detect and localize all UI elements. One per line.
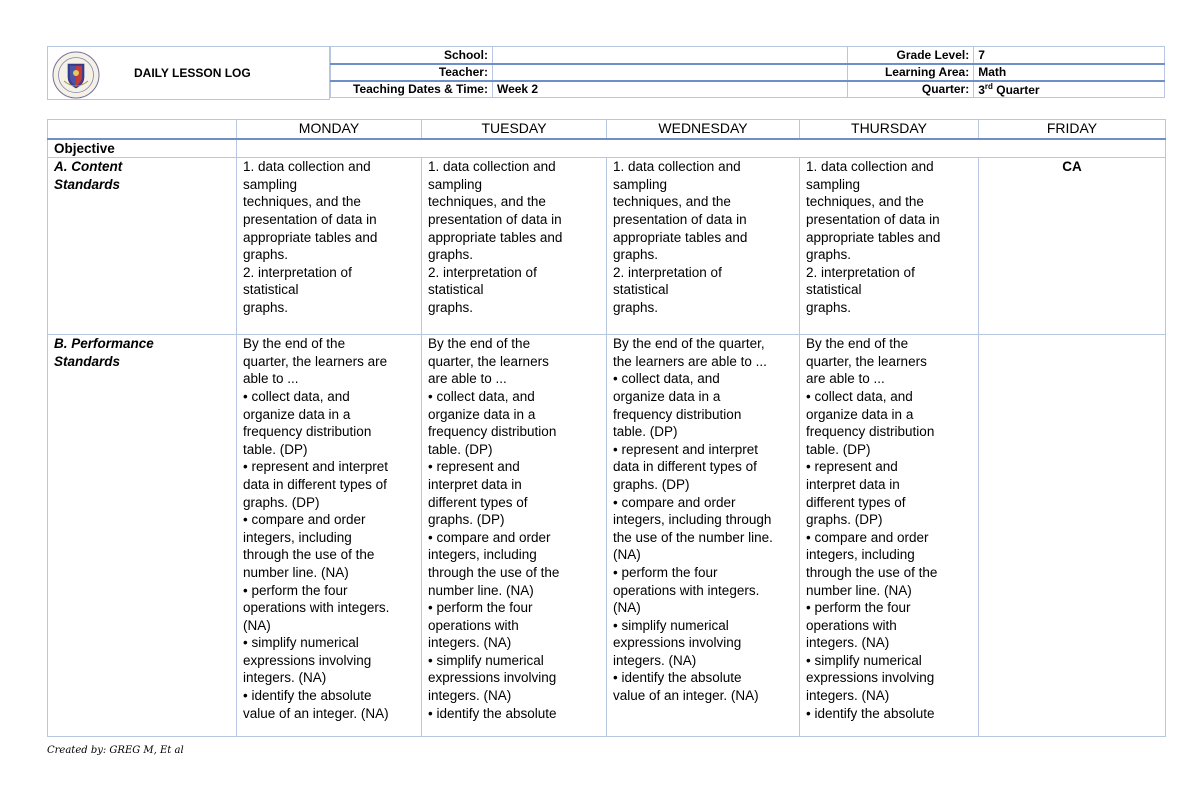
cell-text-line: sampling xyxy=(613,176,668,192)
cell-text-line: • identify the absolute xyxy=(613,670,742,686)
cell-text-line: integers. (NA) xyxy=(806,635,890,651)
cell-text-line: value of an integer. (NA) xyxy=(613,688,759,704)
cell-text-line: 1. data collection and xyxy=(806,159,934,175)
cell-text-line: 1. data collection and xyxy=(243,159,371,175)
cell-text-line: quarter, the learners xyxy=(806,353,927,369)
cell-text-line: graphs. (DP) xyxy=(613,476,690,492)
content-cell-monday[interactable] xyxy=(237,158,422,335)
cell-text-line: (NA) xyxy=(613,547,641,563)
cell-text-line: techniques, and the xyxy=(243,194,361,210)
cell-text-line: organize data in a xyxy=(613,388,721,404)
grade-level-field[interactable]: 7 xyxy=(974,47,1165,64)
performance-label-line: B. Performance xyxy=(54,336,154,352)
content-cell-wednesday[interactable] xyxy=(607,158,800,335)
cell-text-line: appropriate tables and xyxy=(243,229,378,245)
performance-standards-label xyxy=(48,335,237,737)
cell-text-line: number line. (NA) xyxy=(806,582,912,598)
cell-text-line: integers. (NA) xyxy=(613,652,697,668)
cell-text-line: operations with integers. xyxy=(613,582,760,598)
cell-text-line: number line. (NA) xyxy=(243,564,349,580)
corner-cell xyxy=(48,120,237,139)
cell-text-line: graphs. xyxy=(806,299,852,315)
objective-span-cell xyxy=(237,139,1166,158)
cell-text-line: techniques, and the xyxy=(613,194,731,210)
cell-text-line: integers, including xyxy=(428,547,537,563)
quarter-word: Quarter xyxy=(992,82,1040,97)
dll-header xyxy=(47,46,1165,100)
cell-text-line: statistical xyxy=(243,282,299,298)
cell-text-line: • collect data, and xyxy=(613,371,720,387)
cell-text-line: through the use of the xyxy=(243,547,375,563)
cell-text-line: graphs. xyxy=(806,247,852,263)
quarter-number: 3 xyxy=(978,82,985,97)
cell-text-line: By the end of the xyxy=(806,336,909,352)
cell-text-line: (NA) xyxy=(613,600,641,616)
cell-text-line: frequency distribution xyxy=(428,424,557,440)
cell-text-line: statistical xyxy=(428,282,484,298)
performance-cell-thursday[interactable] xyxy=(800,335,979,737)
content-standards-label xyxy=(48,158,237,335)
cell-text-line: through the use of the xyxy=(428,564,560,580)
cell-text-line: graphs. xyxy=(243,299,289,315)
cell-text-line: through the use of the xyxy=(806,564,938,580)
cell-text-line: (NA) xyxy=(243,617,271,633)
content-cell-tuesday[interactable] xyxy=(422,158,607,335)
cell-text-line: table. (DP) xyxy=(428,441,493,457)
cell-text-line: • compare and order xyxy=(613,494,736,510)
cell-text-line: presentation of data in xyxy=(613,211,747,227)
cell-text-line: • simplify numerical xyxy=(243,635,359,651)
cell-text-line: By the end of the xyxy=(243,336,346,352)
content-cell-thursday[interactable] xyxy=(800,158,979,335)
quarter-field[interactable] xyxy=(974,81,1165,98)
cell-text-line: expressions involving xyxy=(613,635,742,651)
cell-text-line: 1. data collection and xyxy=(613,159,741,175)
cell-text-line: • represent and xyxy=(428,459,520,475)
cell-text-line: 1. data collection and xyxy=(428,159,556,175)
day-header-tuesday: TUESDAY xyxy=(422,120,607,139)
teaching-dates-field[interactable]: Week 2 xyxy=(492,81,847,98)
cell-text-line: quarter, the learners are xyxy=(243,353,388,369)
cell-text-line: statistical xyxy=(613,282,669,298)
cell-text-line: frequency distribution xyxy=(243,424,372,440)
cell-text-line: • perform the four xyxy=(613,564,718,580)
cell-text-line: • simplify numerical xyxy=(806,652,922,668)
cell-text-line: 2. interpretation of xyxy=(428,264,537,280)
cell-text-line: number line. (NA) xyxy=(428,582,534,598)
performance-cell-friday[interactable] xyxy=(979,335,1166,737)
day-header-wednesday: WEDNESDAY xyxy=(607,120,800,139)
cell-text-line: table. (DP) xyxy=(613,424,678,440)
cell-text-line: different types of xyxy=(428,494,528,510)
cell-text-line: graphs. (DP) xyxy=(243,494,320,510)
cell-text-line: • compare and order xyxy=(428,529,551,545)
learning-area-label: Learning Area: xyxy=(848,64,974,81)
grade-level-label: Grade Level: xyxy=(848,47,974,64)
content-cell-friday[interactable]: CA xyxy=(979,158,1166,335)
cell-text-line: By the end of the xyxy=(428,336,531,352)
cell-text-line: presentation of data in xyxy=(243,211,377,227)
cell-text-line: graphs. xyxy=(243,247,289,263)
cell-text-line: are able to ... xyxy=(428,371,507,387)
teacher-label: Teacher: xyxy=(331,64,493,81)
quarter-label: Quarter: xyxy=(848,81,974,98)
cell-text-line: • identify the absolute xyxy=(428,705,557,721)
content-label-line: Standards xyxy=(54,176,121,192)
quarter-suffix: rd xyxy=(984,81,993,91)
cell-text-line: organize data in a xyxy=(806,406,914,422)
cell-text-line: integers, including xyxy=(806,547,915,563)
teacher-field[interactable] xyxy=(492,64,847,81)
cell-text-line: • perform the four xyxy=(243,582,348,598)
logo-box xyxy=(47,46,330,100)
school-field[interactable] xyxy=(492,47,847,64)
performance-standards-row xyxy=(48,335,1166,737)
cell-text-line: data in different types of xyxy=(613,459,757,475)
cell-text-line: operations with xyxy=(806,617,897,633)
cell-text-line: presentation of data in xyxy=(428,211,562,227)
cell-text-line: quarter, the learners xyxy=(428,353,549,369)
cell-text-line: table. (DP) xyxy=(806,441,871,457)
cell-text-line: data in different types of xyxy=(243,476,387,492)
cell-text-line: sampling xyxy=(243,176,298,192)
objective-row xyxy=(48,139,1166,158)
day-header-monday: MONDAY xyxy=(237,120,422,139)
cell-text-line: operations with xyxy=(428,617,519,633)
cell-text-line: organize data in a xyxy=(428,406,536,422)
day-header-friday: FRIDAY xyxy=(979,120,1166,139)
deped-seal-icon xyxy=(52,51,100,99)
cell-text-line: frequency distribution xyxy=(613,406,742,422)
cell-text-line: • collect data, and xyxy=(428,388,535,404)
cell-text-line: table. (DP) xyxy=(243,441,308,457)
cell-text-line: value of an integer. (NA) xyxy=(243,705,389,721)
footer-credit: Created by: GREG M, Et al xyxy=(47,745,184,756)
lesson-plan-table xyxy=(47,119,1166,737)
cell-text-line: operations with integers. xyxy=(243,600,390,616)
cell-text-line: graphs. (DP) xyxy=(428,512,505,528)
cell-text-line: appropriate tables and xyxy=(613,229,748,245)
header-info-table xyxy=(330,46,1165,98)
cell-text-line: appropriate tables and xyxy=(806,229,941,245)
cell-text-line: appropriate tables and xyxy=(428,229,563,245)
cell-text-line: 2. interpretation of xyxy=(613,264,722,280)
cell-text-line: graphs. xyxy=(428,299,474,315)
school-label: School: xyxy=(331,47,493,64)
performance-cell-wednesday[interactable] xyxy=(607,335,800,737)
cell-text-line: • represent and interpret xyxy=(243,459,389,475)
day-header-thursday: THURSDAY xyxy=(800,120,979,139)
cell-text-line: interpret data in xyxy=(806,476,900,492)
cell-text-line: 2. interpretation of xyxy=(243,264,352,280)
cell-text-line: • represent and xyxy=(806,459,898,475)
cell-text-line: integers, including through xyxy=(613,512,772,528)
cell-text-line: • identify the absolute xyxy=(243,688,372,704)
cell-text-line: different types of xyxy=(806,494,906,510)
cell-text-line: integers. (NA) xyxy=(428,688,512,704)
teaching-dates-label: Teaching Dates & Time: xyxy=(331,81,493,98)
cell-text-line: techniques, and the xyxy=(428,194,546,210)
cell-text-line: integers. (NA) xyxy=(806,688,890,704)
cell-text-line: By the end of the quarter, xyxy=(613,336,765,352)
cell-text-line: interpret data in xyxy=(428,476,522,492)
cell-text-line: integers, including xyxy=(243,529,352,545)
cell-text-line: • perform the four xyxy=(428,600,533,616)
cell-text-line: able to ... xyxy=(243,371,299,387)
cell-text-line: frequency distribution xyxy=(806,424,935,440)
cell-text-line: • identify the absolute xyxy=(806,705,935,721)
performance-cell-tuesday[interactable] xyxy=(422,335,607,737)
cell-text-line: sampling xyxy=(428,176,483,192)
content-label-line: A. Content xyxy=(54,159,123,175)
cell-text-line: integers. (NA) xyxy=(243,670,327,686)
cell-text-line: are able to ... xyxy=(806,371,885,387)
cell-text-line: 2. interpretation of xyxy=(806,264,915,280)
cell-text-line: • perform the four xyxy=(806,600,911,616)
learning-area-field[interactable]: Math xyxy=(974,64,1165,81)
cell-text-line: techniques, and the xyxy=(806,194,924,210)
objective-label: Objective xyxy=(48,139,237,158)
cell-text-line: • simplify numerical xyxy=(613,617,729,633)
cell-text-line: expressions involving xyxy=(806,670,935,686)
cell-text-line: integers. (NA) xyxy=(428,635,512,651)
cell-text-line: • represent and interpret xyxy=(613,441,759,457)
cell-text-line: • collect data, and xyxy=(243,388,350,404)
cell-text-line: graphs. xyxy=(613,247,659,263)
performance-cell-monday[interactable] xyxy=(237,335,422,737)
cell-text-line: statistical xyxy=(806,282,862,298)
cell-text-line: • compare and order xyxy=(243,512,366,528)
cell-text-line: expressions involving xyxy=(243,652,372,668)
document-title: DAILY LESSON LOG xyxy=(134,66,251,80)
cell-text-line: graphs. xyxy=(613,299,659,315)
cell-text-line: sampling xyxy=(806,176,861,192)
day-header-row xyxy=(48,120,1166,139)
cell-text-line: graphs. xyxy=(428,247,474,263)
performance-label-line: Standards xyxy=(54,353,121,369)
cell-text-line: • compare and order xyxy=(806,529,929,545)
cell-text-line: the learners are able to ... xyxy=(613,353,767,369)
content-standards-row xyxy=(48,158,1166,335)
cell-text-line: presentation of data in xyxy=(806,211,940,227)
cell-text-line: expressions involving xyxy=(428,670,557,686)
cell-text-line: the use of the number line. xyxy=(613,529,773,545)
cell-text-line: organize data in a xyxy=(243,406,351,422)
cell-text-line: • simplify numerical xyxy=(428,652,544,668)
cell-text-line: graphs. (DP) xyxy=(806,512,883,528)
cell-text-line: • collect data, and xyxy=(806,388,913,404)
